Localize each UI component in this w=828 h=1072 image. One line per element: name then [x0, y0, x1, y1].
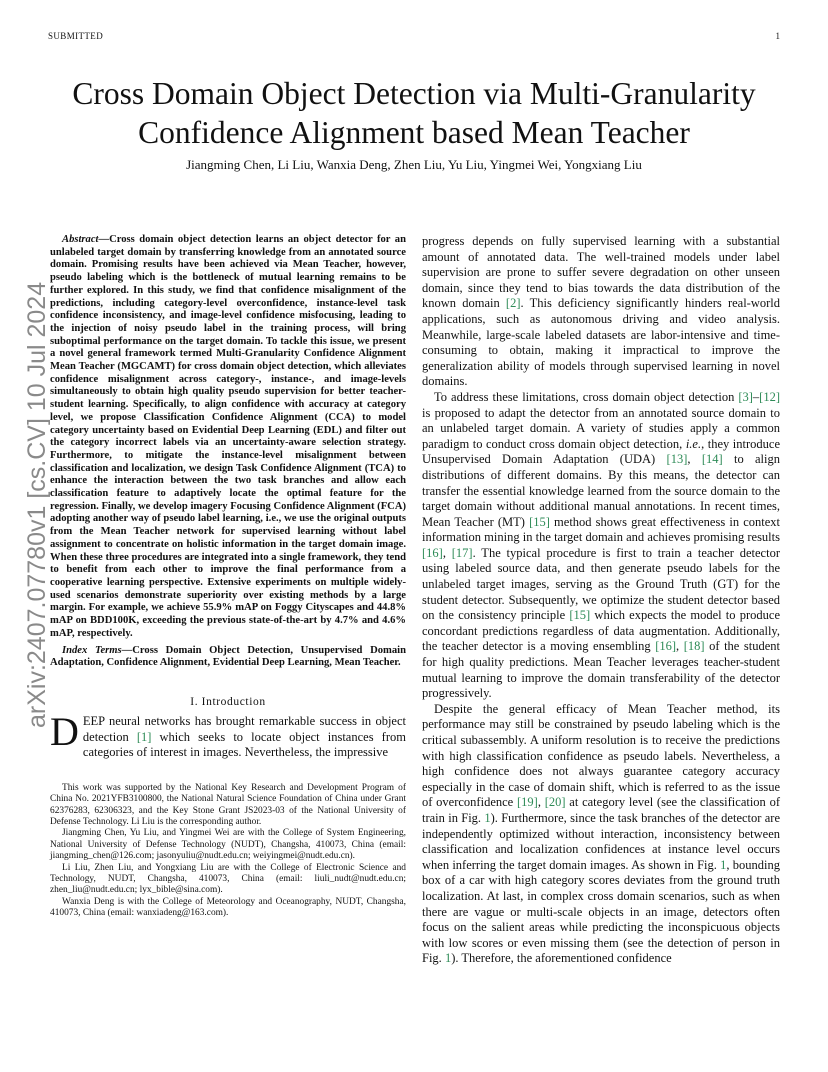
citation-link[interactable]: [15] [529, 514, 550, 529]
citation-link[interactable]: [16] [655, 639, 677, 654]
index-terms-text: —Cross Domain Object Detection, Unsupervised Domain Adaptation, Confidence Alignment, Evidential Deep Learning, Mean Teacher. [50, 644, 406, 669]
body-text: method shows great effectiveness in context information mining in the target domain and achieves promising results [422, 514, 780, 545]
author-list: Jiangming Chen, Li Liu, Wanxia Deng, Zhen Liu, Yu Liu, Yingmei Wei, Yongxiang Liu [186, 157, 642, 172]
citation-link[interactable]: [16] [422, 545, 443, 560]
footnote-affiliation: Jiangming Chen, Yu Liu, and Yingmei Wei are with the College of System Engineering, National University of Defense Technology (NUDT), Changsha, 410073, China (email: jiangming_chen@126.com; jasonyuliu@nudt.edu.cn; weiyingmei@nudt.edu.cn). [50, 828, 406, 862]
body-text: of the student for high quality predictions. Mean Teacher leverages teacher-student mutual learning to improve the domain transferability of the detector progressively. [422, 639, 781, 701]
section-heading: I. Introduction [190, 695, 266, 708]
right-column [422, 234, 780, 967]
arxiv-stamp[interactable]: arXiv:2407.07780v1 [cs.CV] 10 Jul 2024 [23, 281, 51, 728]
citation-link[interactable]: 1 [444, 951, 452, 966]
body-text: , they introduce Unsupervised Domain Adaptation (UDA) [422, 436, 780, 467]
body-text: ). Furthermore, since the task branches of the detector are independently optimized without interaction, inconsistency between classification and localization confidences at instance level occurs when inferring the target domain images. As shown in Fig. [422, 810, 780, 872]
body-paragraph [422, 702, 780, 967]
citation-link[interactable]: [3] [738, 389, 753, 404]
body-text: Despite the general efficacy of Mean Teacher method, its performance may still be constrained by pseudo labeling which is the critical subassembly. A uniform resolution is to receive the predictions with high classification confidence as pseudo labels. Nevertheless, a high confidence does not always guarantee category accuracy especially in the case of domain shift, which is referred to as the issue of overconfidence [422, 701, 780, 810]
page-number: 1 [775, 31, 780, 41]
body-text: to align distributions of different domains. By this means, the detector can transfer the essential knowledge learned from the source domain to the target domain without additional manual annotations. In recent times, Mean Teacher (MT) [422, 452, 781, 529]
running-header: SUBMITTED [48, 31, 104, 41]
body-paragraph [422, 234, 780, 390]
intro-paragraph [50, 708, 406, 761]
italic-text: i.e. [685, 436, 702, 451]
citation-link[interactable]: [13] [666, 452, 688, 467]
left-column [50, 234, 406, 920]
citation-link[interactable]: [12] [759, 389, 780, 404]
body-text: is proposed to adapt the detector from an annotated source domain to an unlabeled target domain. A variety of studies apply a common paradigm to conduct cross domain object detection, [422, 405, 780, 451]
body-text: , [442, 545, 452, 560]
body-text: . The typical procedure is first to train a teacher detector using labeled source data, and then generate pseudo labels for the unlabeled target images, serving as the Ground Truth (GT) for the student detector. Subsequently, we optimize the student detector based on the consistency principle [422, 545, 780, 623]
citation-link[interactable]: 1 [720, 857, 727, 872]
paper-title: Cross Domain Object Detection via Multi-Granularity Confidence Alignment based Mean Teacher [72, 76, 756, 150]
abstract-text: —Cross domain object detection learns an object detector for an unlabeled target domain by transferring knowledge from an annotated source domain. Promising results have been achieved via Mean Teacher, however, pseudo labeling which is the bottleneck of mutual learning remains to be further explored. In this study, we find that confidence misalignment of the predictions, including category-level overconfidence, instance-level task confidence inconsistency, and image-level confidence misfocusing, leading to the injection of noisy pseudo label in the training process, will bring suboptimal performance on the target domain. To tackle this issue, we present a novel general framework termed Multi-Granularity Confidence Alignment Mean Teacher (MGCAMT) for cross domain object detection, which alleviates confidence misalignment across category-, instance-, and image-levels simultaneously to obtain high quality pseudo supervision for better teacher-student learning. Specifically, to align confidence with accuracy at category level, we propose Classification Confidence Alignment (CCA) to model category uncertainty based on Evidential Deep Learning (EDL) and filter out the category incorrect labels via an uncertainty-aware selection strategy. Furthermore, to mitigate the instance-level misalignment between classification and localization, we design Task Confidence Alignment (TCA) to enhance the interaction between the two task branches and allow each classification feature to adaptively locate the optimal feature for the regression. Finally, we develop imagery Focusing Confidence Alignment (FCA) adopting another way of pseudo label learning, i.e., we use the original outputs from the Mean Teacher network for supervised learning without label assignment to concentrate on holistic information in the target domain image. When these three procedures are integrated into a single framework, they tend to benefit from each other to improve the final performance from a cooperative learning perspective. Extensive experiments on multiple widely-used scenarios demonstrate superiority over existing methods by a large margin. For example, we achieve 55.9% mAP on Foggy Cityscapes and 44.8% mAP on BDD100K, exceeding the previous state-of-the-art by 4.7% and 4.6% mAP, respectively. [50, 234, 406, 639]
abstract-lead: Abstract [62, 234, 99, 245]
body-text: ). Therefore, the aforementioned confidence [451, 951, 672, 966]
abstract [50, 234, 406, 641]
citation-link[interactable]: [15] [569, 608, 591, 623]
body-text: To address these limitations, cross domain object detection [434, 389, 739, 404]
body-text: progress depends on fully supervised learning with a substantial amount of annotated data. The well-trained models under label supervision are prone to suffer severe degradation on other unseen domain, since they tend to bias towards the data distribution of the known domain [422, 234, 780, 311]
citation-link[interactable]: [19] [516, 795, 538, 810]
index-terms [50, 645, 406, 670]
intro-text-b: which seeks to locate object instances from categories of interest in images. Nevertheless, the impressive [82, 729, 406, 760]
body-text: – [752, 389, 760, 404]
footnote-funding: This work was supported by the National Key Research and Development Program of China No. 2021YFB3100800, the National Natural Science Foundation of China under Grant 62376283, 62306323, and the Key Stone Grant JS2023-03 of the National University of Defense Technology. Li Liu is the corresponding author. [50, 782, 406, 827]
citation-link[interactable]: [14] [701, 452, 723, 467]
footnote-affiliation: Li Liu, Zhen Liu, and Yongxiang Liu are with the College of Electronic Science and Technology, NUDT, Changsha, 410073, China (email: liuli_nudt@nudt.edu.cn; zhen_liu@nudt.edu.cn; lyx_bible@sina.com). [50, 862, 406, 896]
body-paragraph [422, 390, 780, 702]
drop-cap: D [50, 708, 79, 754]
citation-link[interactable]: [17] [451, 545, 473, 560]
body-text: , bounding box of a car with high category scores deviates from the ground truth localization. At last, in complex cross domain scenarios, such as when there are vague or multi-scale objects in an image, detectors often focus on the salient areas while predicting the inconspicuous objects with low scores or even missing them (see the detection of person in Fig. [422, 857, 780, 966]
body-text: at category level (see the classification of train in Fig. [422, 795, 780, 825]
citation-link[interactable]: [2] [505, 296, 521, 311]
body-text: , [676, 639, 684, 654]
body-text: , [537, 795, 545, 810]
citation-link[interactable]: [20] [544, 795, 566, 810]
citation-link[interactable]: 1 [484, 810, 491, 825]
citation-link[interactable]: [1] [136, 729, 152, 744]
intro-text-a: EEP neural networks has brought remarkable success in object detection [82, 713, 406, 744]
index-terms-lead: Index Terms [62, 644, 122, 656]
footnotes [50, 783, 406, 920]
body-text: , [687, 452, 702, 467]
body-text: . This deficiency significantly hinders real-world applications, such as autonomous driving and video analysis. Meanwhile, large-scale labeled datasets are labor-intensive and time-consuming to obtain, making it impractical to improve the generalization ability of models through supervised learning in novel domains. [422, 296, 780, 389]
body-text: which expects the model to produce concordant predictions regardless of data augmentation. Additionally, the teacher detector is a moving ensembling [422, 608, 780, 654]
footnote-affiliation: Wanxia Deng is with the College of Meteorology and Oceanography, NUDT, Changsha, 410073, China (email: wanxiadeng@163.com). [50, 896, 406, 919]
citation-link[interactable]: [18] [683, 639, 705, 654]
